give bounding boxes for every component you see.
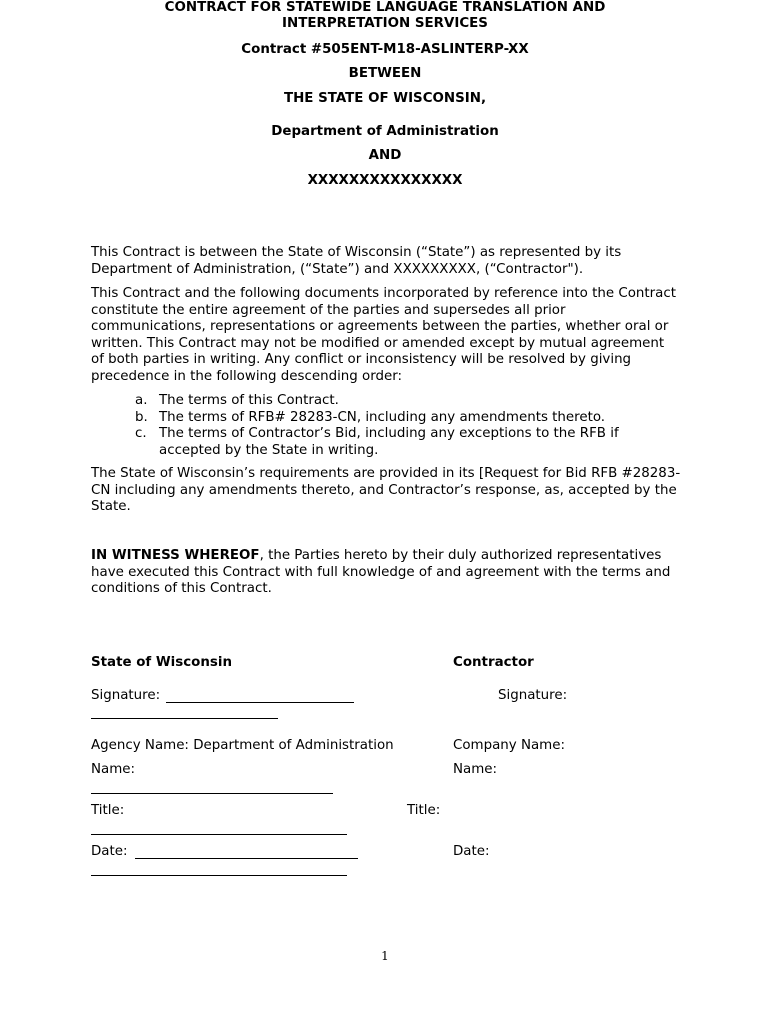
between-label: BETWEEN — [348, 66, 422, 81]
witness-bold-lead: IN WITNESS WHEREOF — [91, 548, 260, 563]
contractor-title-label: Title: — [407, 803, 441, 818]
contractor-heading: Contractor — [453, 655, 534, 670]
list-item — [91, 393, 681, 410]
list-item-text: The terms of RFB# 28283-CN, including any amendments thereto. — [159, 409, 606, 425]
witness-paragraph — [91, 548, 681, 598]
contractor-name-label: Name: — [453, 762, 498, 777]
state-name-label: Name: — [91, 762, 136, 777]
title-line-2: INTERPRETATION SERVICES — [282, 16, 488, 31]
contractor-signature-line[interactable] — [91, 718, 278, 719]
list-item-text: The terms of this Contract. — [159, 393, 339, 408]
state-date-label: Date: — [91, 844, 128, 859]
state-date-line[interactable] — [135, 858, 358, 859]
contract-number: Contract #505ENT-M18-ASLINTERP-XX — [241, 42, 529, 57]
witness-text: , the Parties hereto by their duly authorized representatives have executed this Contract with full knowledge of and agreement with the terms and conditions of this Contract. — [91, 548, 671, 596]
list-item — [91, 426, 681, 459]
list-marker: a. — [135, 393, 148, 408]
precedence-list — [91, 393, 681, 459]
state-party: THE STATE OF WISCONSIN, — [283, 91, 487, 106]
state-signature-line[interactable] — [166, 702, 354, 703]
list-item-text: The terms of Contractor’s Bid, including any exceptions to the RFB if accepted by the State in writing. — [159, 426, 619, 458]
list-item — [91, 410, 681, 427]
title-line-1: CONTRACT FOR STATEWIDE LANGUAGE TRANSLATION AND — [164, 0, 606, 15]
state-heading: State of Wisconsin — [91, 655, 233, 670]
documents-paragraph: This Contract and the following documents incorporated by reference into the Contract constitute the entire agreement of the parties and supersedes all prior communications, representations or agreements between the parties, whether oral or written. This Contract may not be modified or amended except by mutual agreement of both parties in writing. Any conflict or inconsistency will be resolved by giving precedence in the following descending order: — [91, 286, 676, 384]
contractor-date-line[interactable] — [91, 875, 347, 876]
contractor-date-label: Date: — [453, 844, 490, 859]
state-signature-label: Signature: — [91, 688, 161, 703]
title-line[interactable] — [91, 834, 347, 835]
requirements-paragraph: The State of Wisconsin’s requirements are provided in its [Request for Bid RFB #28283-CN including any amendments thereto, and Contractor’s response, as, accepted by the State. — [91, 466, 681, 514]
company-name-label: Company Name: — [453, 738, 565, 753]
contractor-placeholder: XXXXXXXXXXXXXXX — [307, 173, 463, 188]
contractor-signature-label: Signature: — [498, 688, 568, 703]
intro-paragraph: This Contract is between the State of Wisconsin (“State”) as represented by its Department of Administration, (“State”) and XXXXXXXXX, (“Contractor"). — [91, 245, 622, 277]
page-number: 1 — [381, 949, 389, 963]
agency-name: Agency Name: Department of Administration — [91, 738, 394, 753]
state-title-label: Title: — [91, 803, 125, 818]
list-marker: c. — [135, 426, 147, 441]
name-line[interactable] — [91, 793, 333, 794]
list-marker: b. — [135, 409, 148, 425]
department-name: Department of Administration — [271, 124, 499, 139]
and-label: AND — [368, 148, 402, 163]
